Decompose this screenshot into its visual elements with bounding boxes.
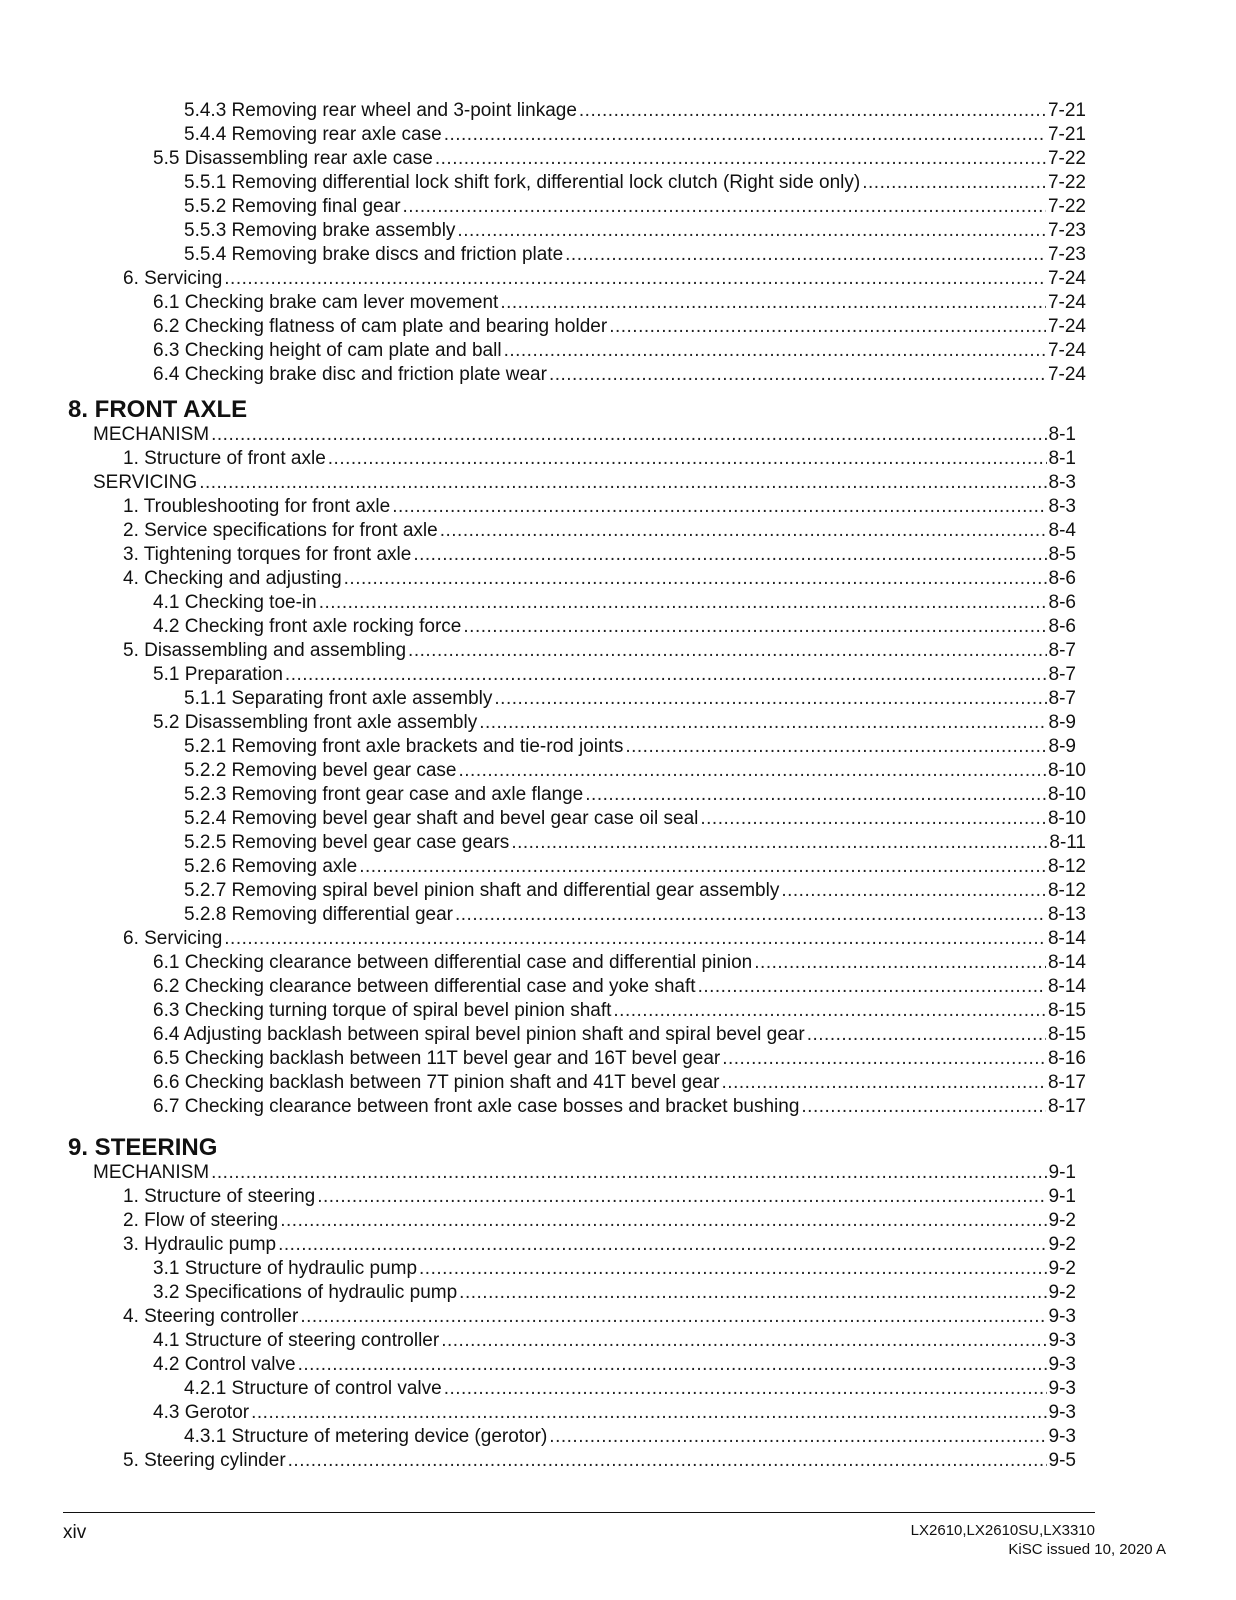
toc-entry-title: 4.2 Control valve	[153, 1354, 296, 1375]
toc-entry-title: 4.1 Checking toe-in	[153, 592, 317, 613]
toc-entry[interactable]	[0, 1047, 1236, 1071]
toc-entry-page: 7-23	[1047, 244, 1086, 265]
dot-leader	[494, 687, 1046, 711]
toc-entry[interactable]	[0, 147, 1236, 171]
toc-entry-page: 7-23	[1047, 220, 1086, 241]
dot-leader	[392, 495, 1046, 519]
toc-entry-title: 6.6 Checking backlash between 7T pinion shaft and 41T bevel gear	[153, 1072, 720, 1093]
toc-entry[interactable]	[0, 219, 1236, 243]
toc-entry-title: 5.2.5 Removing bevel gear case gears	[184, 832, 510, 853]
toc-entry[interactable]	[0, 663, 1236, 687]
dot-leader	[504, 339, 1046, 363]
toc-entry-title: 3.1 Structure of hydraulic pump	[153, 1258, 418, 1279]
toc-entry-page: 7-24	[1047, 268, 1086, 289]
toc-entry-title: 3. Tightening torques for front axle	[123, 544, 412, 565]
toc-entry-title: 4.3 Gerotor	[153, 1402, 250, 1423]
dot-leader	[441, 1329, 1046, 1353]
toc-entry-page: 9-1	[1048, 1186, 1076, 1207]
dot-leader	[722, 1071, 1046, 1095]
dot-leader	[211, 423, 1046, 447]
dot-leader	[862, 171, 1046, 195]
toc-entry-page: 8-10	[1047, 784, 1086, 805]
toc-entry[interactable]	[0, 591, 1236, 615]
dot-leader	[807, 1023, 1046, 1047]
dot-leader	[585, 783, 1046, 807]
dot-leader	[625, 735, 1046, 759]
toc-entry[interactable]	[0, 1023, 1236, 1047]
toc-entry-title: SERVICING	[93, 472, 198, 493]
toc-entry-page: 8-7	[1048, 664, 1076, 685]
toc-entry-title: 4.2.1 Structure of control valve	[184, 1378, 442, 1399]
toc-entry-title: 1. Troubleshooting for front axle	[123, 496, 391, 517]
section-heading: 8. FRONT AXLE	[68, 396, 248, 423]
dot-leader	[319, 591, 1047, 615]
dot-leader	[613, 999, 1046, 1023]
dot-leader	[280, 1209, 1046, 1233]
dot-leader	[511, 831, 1047, 855]
toc-entry[interactable]	[0, 519, 1236, 543]
toc-entry-title: 6. Servicing	[123, 268, 223, 289]
toc-entry-page: 8-16	[1047, 1048, 1086, 1069]
toc-entry-title: 6.1 Checking brake cam lever movement	[153, 292, 499, 313]
toc-entry-page: 8-7	[1048, 688, 1076, 709]
dot-leader	[288, 1449, 1047, 1473]
toc-entry[interactable]	[0, 639, 1236, 663]
dot-leader	[285, 663, 1047, 687]
dot-leader	[413, 543, 1046, 567]
page-number: xiv	[63, 1522, 87, 1543]
toc-entry-title: 5.5.4 Removing brake discs and friction plate	[184, 244, 564, 265]
toc-entry-title: 5.2 Disassembling front axle assembly	[153, 712, 478, 733]
toc-entry[interactable]	[0, 783, 1236, 807]
dot-leader	[199, 471, 1046, 495]
toc-entry-page: 7-21	[1047, 124, 1086, 145]
toc-entry[interactable]	[0, 99, 1236, 123]
dot-leader	[698, 975, 1046, 999]
toc-entry[interactable]	[0, 1095, 1236, 1119]
footer-divider	[63, 1512, 1095, 1513]
toc-entry-title: 5.5.2 Removing final gear	[184, 196, 401, 217]
toc-entry[interactable]	[0, 1401, 1236, 1425]
toc-entry-title: 6.2 Checking flatness of cam plate and bearing holder	[153, 316, 608, 337]
toc-entry-title: 4. Steering controller	[123, 1306, 299, 1327]
toc-entry-title: 5.4.3 Removing rear wheel and 3-point linkage	[184, 100, 577, 121]
toc-entry-page: 9-1	[1048, 1162, 1076, 1183]
toc-entry[interactable]	[0, 195, 1236, 219]
toc-entry-page: 8-1	[1048, 448, 1076, 469]
dot-leader	[359, 855, 1046, 879]
toc-entry-title: 1. Structure of steering	[123, 1186, 316, 1207]
toc-entry-title: 5.5.1 Removing differential lock shift fork, differential lock clutch (Right side only)	[184, 172, 861, 193]
dot-leader	[300, 1305, 1046, 1329]
dot-leader	[278, 1233, 1046, 1257]
dot-leader	[344, 567, 1047, 591]
toc-entry-title: MECHANISM	[93, 424, 210, 445]
dot-leader	[251, 1401, 1046, 1425]
toc-entry-title: 5.4.4 Removing rear axle case	[184, 124, 442, 145]
toc-entry-title: 4.2 Checking front axle rocking force	[153, 616, 462, 637]
toc-entry[interactable]	[0, 267, 1236, 291]
toc-entry[interactable]	[0, 807, 1236, 831]
toc-entry-title: 6.3 Checking turning torque of spiral bevel pinion shaft	[153, 1000, 612, 1021]
issue-info: KiSC issued 10, 2020 A	[1008, 1541, 1166, 1558]
toc-entry-title: 6.2 Checking clearance between differential case and yoke shaft	[153, 976, 696, 997]
toc-entry-title: 2. Service specifications for front axle	[123, 520, 438, 541]
dot-leader	[328, 447, 1047, 471]
toc-entry[interactable]	[0, 1377, 1236, 1401]
dot-leader	[479, 711, 1046, 735]
toc-entry-title: 5.2.7 Removing spiral bevel pinion shaft and differential gear assembly	[184, 880, 780, 901]
dot-leader	[444, 1377, 1047, 1401]
toc-entry[interactable]	[0, 1329, 1236, 1353]
toc-entry-title: MECHANISM	[93, 1162, 210, 1183]
dot-leader	[754, 951, 1046, 975]
toc-entry-title: 5.1 Preparation	[153, 664, 283, 685]
toc-entry[interactable]	[0, 1353, 1236, 1377]
toc-entry-title: 4.3.1 Structure of metering device (gerotor)	[184, 1426, 548, 1447]
toc-entry-page: 7-22	[1047, 172, 1086, 193]
dot-leader	[419, 1257, 1047, 1281]
toc-entry-title: 5.2.8 Removing differential gear	[184, 904, 453, 925]
toc-entry-page: 9-5	[1048, 1450, 1076, 1471]
toc-entry[interactable]	[0, 735, 1236, 759]
toc-entry-page: 8-10	[1047, 808, 1086, 829]
toc-entry-title: 5.5 Disassembling rear axle case	[153, 148, 433, 169]
dot-leader	[700, 807, 1046, 831]
toc-entry-page: 8-15	[1047, 1024, 1086, 1045]
toc-entry-title: 5.2.2 Removing bevel gear case	[184, 760, 457, 781]
toc-entry[interactable]	[0, 1185, 1236, 1209]
dot-leader	[579, 99, 1046, 123]
toc-entry[interactable]	[0, 447, 1236, 471]
toc-entry-page: 7-22	[1047, 196, 1086, 217]
toc-entry-page: 7-24	[1047, 316, 1086, 337]
toc-entry-page: 8-3	[1048, 496, 1076, 517]
toc-entry[interactable]	[0, 1209, 1236, 1233]
toc-entry[interactable]	[0, 951, 1236, 975]
toc-entry-title: 5. Disassembling and assembling	[123, 640, 407, 661]
toc-entry[interactable]	[0, 1071, 1236, 1095]
toc-entry[interactable]	[0, 999, 1236, 1023]
toc-entry-title: 6.5 Checking backlash between 11T bevel gear and 16T bevel gear	[153, 1048, 721, 1069]
dot-leader	[408, 639, 1046, 663]
dot-leader	[435, 147, 1046, 171]
toc-entry[interactable]	[0, 1281, 1236, 1305]
toc-entry-page: 7-24	[1047, 292, 1086, 313]
toc-entry-title: 5.2.1 Removing front axle brackets and tie-rod joints	[184, 736, 624, 757]
toc-entry-title: 4. Checking and adjusting	[123, 568, 342, 589]
toc-entry-title: 6.4 Adjusting backlash between spiral bevel pinion shaft and spiral bevel gear	[153, 1024, 805, 1045]
toc-entry-page: 8-13	[1047, 904, 1086, 925]
toc-entry-page: 9-2	[1048, 1258, 1076, 1279]
toc-entry-page: 8-14	[1047, 976, 1086, 997]
toc-entry-page: 9-3	[1048, 1330, 1076, 1351]
dot-leader	[444, 123, 1046, 147]
toc-entry[interactable]	[0, 1425, 1236, 1449]
toc-entry-page: 8-6	[1048, 592, 1076, 613]
dot-leader	[459, 759, 1046, 783]
toc-entry-title: 5.2.4 Removing bevel gear shaft and bevel gear case oil seal	[184, 808, 699, 829]
toc-entry-page: 8-11	[1049, 832, 1086, 853]
toc-entry[interactable]	[0, 687, 1236, 711]
toc-entry-title: 2. Flow of steering	[123, 1210, 279, 1231]
toc-entry-page: 8-17	[1047, 1096, 1086, 1117]
toc-entry-page: 8-14	[1047, 928, 1086, 949]
toc-entry[interactable]	[0, 471, 1236, 495]
dot-leader	[549, 363, 1046, 387]
dot-leader	[317, 1185, 1046, 1209]
toc-entry-title: 5.2.3 Removing front gear case and axle flange	[184, 784, 584, 805]
dot-leader	[781, 879, 1046, 903]
dot-leader	[609, 315, 1046, 339]
dot-leader	[224, 267, 1046, 291]
toc-entry[interactable]	[0, 543, 1236, 567]
toc-entry[interactable]	[0, 339, 1236, 363]
toc-entry-page: 7-22	[1047, 148, 1086, 169]
toc-entry-title: 3. Hydraulic pump	[123, 1234, 277, 1255]
toc-entry-title: 6.3 Checking height of cam plate and ball	[153, 340, 502, 361]
toc-entry-page: 8-6	[1048, 568, 1076, 589]
toc-entry-page: 8-17	[1047, 1072, 1086, 1093]
toc-entry[interactable]	[0, 927, 1236, 951]
toc-entry-page: 9-2	[1048, 1282, 1076, 1303]
toc-entry-page: 8-12	[1047, 880, 1086, 901]
toc-entry[interactable]	[0, 567, 1236, 591]
dot-leader	[440, 519, 1047, 543]
toc-entry-page: 8-9	[1048, 736, 1076, 757]
dot-leader	[298, 1353, 1047, 1377]
toc-entry-page: 8-14	[1047, 952, 1086, 973]
toc-entry-title: 6. Servicing	[123, 928, 223, 949]
toc-entry-title: 6.4 Checking brake disc and friction plate wear	[153, 364, 547, 385]
toc-entry[interactable]	[0, 975, 1236, 999]
toc-entry[interactable]	[0, 615, 1236, 639]
dot-leader	[403, 195, 1046, 219]
toc-entry[interactable]	[0, 123, 1236, 147]
toc-entry[interactable]	[0, 831, 1236, 855]
toc-entry-page: 8-5	[1048, 544, 1076, 565]
dot-leader	[211, 1161, 1046, 1185]
toc-entry-page: 8-3	[1048, 472, 1076, 493]
dot-leader	[722, 1047, 1046, 1071]
toc-entry-title: 5.5.3 Removing brake assembly	[184, 220, 456, 241]
section-heading: 9. STEERING	[68, 1134, 218, 1161]
toc-entry-title: 6.1 Checking clearance between differential case and differential pinion	[153, 952, 753, 973]
toc-entry-page: 8-9	[1048, 712, 1076, 733]
toc-entry-page: 9-3	[1048, 1426, 1076, 1447]
toc-entry[interactable]	[0, 363, 1236, 387]
toc-entry-title: 3.2 Specifications of hydraulic pump	[153, 1282, 458, 1303]
toc-entry-page: 8-12	[1047, 856, 1086, 877]
toc-entry-title: 5.1.1 Separating front axle assembly	[184, 688, 493, 709]
dot-leader	[500, 291, 1046, 315]
toc-entry-page: 9-3	[1048, 1378, 1076, 1399]
toc-entry[interactable]	[0, 879, 1236, 903]
toc-entry-title: 4.1 Structure of steering controller	[153, 1330, 440, 1351]
toc-entry[interactable]	[0, 1161, 1236, 1185]
toc-entry[interactable]	[0, 171, 1236, 195]
toc-entry[interactable]	[0, 315, 1236, 339]
toc-entry-page: 9-2	[1048, 1210, 1076, 1231]
dot-leader	[565, 243, 1046, 267]
toc-entry-page: 9-3	[1048, 1402, 1076, 1423]
toc-entry-title: 6.7 Checking clearance between front axle case bosses and bracket bushing	[153, 1096, 800, 1117]
toc-entry-page: 9-2	[1048, 1234, 1076, 1255]
dot-leader	[457, 219, 1046, 243]
toc-entry-page: 8-10	[1047, 760, 1086, 781]
toc-entry[interactable]	[0, 291, 1236, 315]
toc-entry[interactable]	[0, 423, 1236, 447]
toc-entry-page: 7-24	[1047, 364, 1086, 385]
toc-entry[interactable]	[0, 1305, 1236, 1329]
toc-entry[interactable]	[0, 1449, 1236, 1473]
toc-entry[interactable]	[0, 495, 1236, 519]
dot-leader	[801, 1095, 1046, 1119]
toc-entry-page: 7-24	[1047, 340, 1086, 361]
dot-leader	[463, 615, 1046, 639]
toc-entry-page: 8-6	[1048, 616, 1076, 637]
toc-entry-page: 8-1	[1048, 424, 1076, 445]
dot-leader	[224, 927, 1046, 951]
toc-entry-page: 8-4	[1048, 520, 1076, 541]
toc-entry-page: 9-3	[1048, 1354, 1076, 1375]
dot-leader	[549, 1425, 1046, 1449]
toc-entry-title: 5. Steering cylinder	[123, 1450, 286, 1471]
toc-entry-page: 9-3	[1048, 1306, 1076, 1327]
dot-leader	[459, 1281, 1046, 1305]
toc-entry[interactable]	[0, 855, 1236, 879]
model-list: LX2610,LX2610SU,LX3310	[910, 1522, 1095, 1539]
toc-entry[interactable]	[0, 711, 1236, 735]
toc-entry-page: 7-21	[1047, 100, 1086, 121]
toc-entry-page: 8-7	[1048, 640, 1076, 661]
toc-entry[interactable]	[0, 903, 1236, 927]
toc-entry-title: 1. Structure of front axle	[123, 448, 326, 469]
toc-entry[interactable]	[0, 759, 1236, 783]
toc-entry[interactable]	[0, 1257, 1236, 1281]
table-of-contents	[0, 99, 1236, 1473]
dot-leader	[455, 903, 1046, 927]
toc-entry-page: 8-15	[1047, 1000, 1086, 1021]
toc-entry-title: 5.2.6 Removing axle	[184, 856, 358, 877]
toc-entry[interactable]	[0, 1233, 1236, 1257]
toc-entry[interactable]	[0, 243, 1236, 267]
